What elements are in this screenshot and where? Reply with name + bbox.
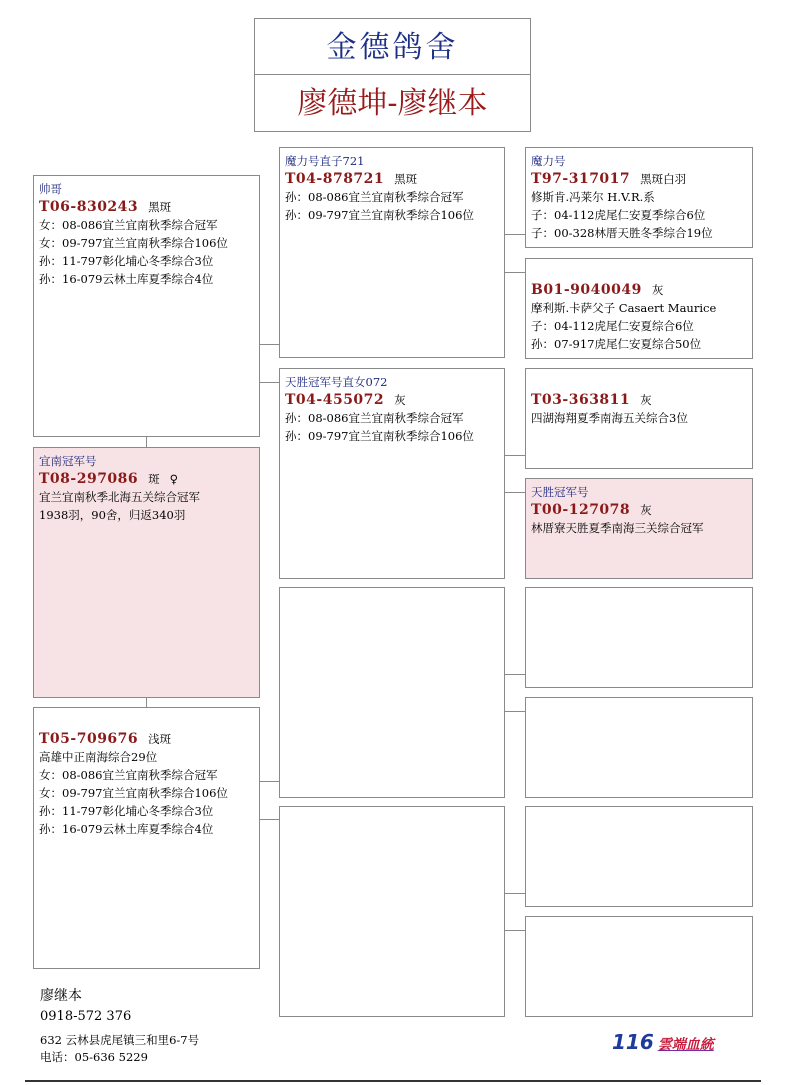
dam-sire-card bbox=[279, 587, 505, 798]
sdd-card bbox=[525, 478, 753, 579]
ss-ring: T04-878721 bbox=[285, 171, 385, 187]
sdd-name: 天胜冠军号 bbox=[531, 485, 589, 499]
connector bbox=[505, 234, 525, 235]
sds-line: 四湖海翔夏季南海五关综合3位 bbox=[531, 411, 688, 425]
ssd-line: 孙：07-917虎尾仁安夏综合50位 bbox=[531, 337, 702, 351]
sd-name: 天胜冠军号直女072 bbox=[285, 375, 388, 389]
sss-ring: T97-317017 bbox=[531, 171, 631, 187]
ddd-card bbox=[525, 916, 753, 1017]
owner-name: 廖继本 bbox=[40, 988, 82, 1004]
sss-line: 修斯肯.冯莱尔 H.V.R.系 bbox=[531, 190, 655, 204]
ssd-card bbox=[525, 258, 753, 359]
dam-line: 女：09-797宜兰宜南秋季综合106位 bbox=[39, 786, 228, 800]
sss-line: 子：00-328林厝天胜冬季综合19位 bbox=[531, 226, 713, 240]
sire-line: 女：09-797宜兰宜南秋季综合106位 bbox=[39, 236, 228, 250]
logo-number: 116 bbox=[612, 1030, 654, 1054]
sds-ring: T03-363811 bbox=[531, 392, 631, 408]
site-logo bbox=[612, 1030, 714, 1054]
subject-line: 宜兰宜南秋季北海五关综合冠军 bbox=[39, 490, 200, 504]
sire-color: 黑斑 bbox=[148, 200, 172, 214]
subject-line: 1938羽，90舍，归返340羽 bbox=[39, 508, 186, 522]
owner-phone: 0918-572 376 bbox=[40, 1009, 132, 1024]
connector bbox=[505, 674, 525, 675]
dss-card bbox=[525, 587, 753, 688]
ssd-color: 灰 bbox=[651, 283, 664, 297]
sdd-ring: T00-127078 bbox=[531, 502, 631, 518]
female-symbol: ♀ bbox=[169, 472, 179, 486]
sire-ring: T06-830243 bbox=[39, 199, 139, 215]
connector bbox=[505, 455, 525, 456]
connector bbox=[505, 930, 525, 931]
footer-divider bbox=[25, 1080, 761, 1082]
ssd-line: 子：04-112虎尾仁安夏综合6位 bbox=[531, 319, 694, 333]
sire-line: 孙：16-079云林土库夏季综合4位 bbox=[39, 272, 214, 286]
loft-title: 金德鸽舍 bbox=[254, 18, 531, 75]
sire-line: 孙：11-797彰化埔心冬季综合3位 bbox=[39, 254, 214, 268]
owner-address: 632 云林县虎尾镇三和里6-7号 bbox=[40, 1033, 200, 1047]
sss-name: 魔力号 bbox=[531, 154, 566, 168]
connector bbox=[505, 272, 525, 273]
dam-line: 高雄中正南海综合29位 bbox=[39, 750, 158, 764]
connector bbox=[260, 819, 279, 820]
sd-line: 孙：08-086宜兰宜南秋季综合冠军 bbox=[285, 411, 464, 425]
ss-line: 孙：09-797宜兰宜南秋季综合106位 bbox=[285, 208, 474, 222]
connector bbox=[260, 344, 279, 345]
connector bbox=[146, 437, 147, 447]
ss-name: 魔力号直子721 bbox=[285, 154, 365, 168]
dam-card bbox=[33, 707, 260, 969]
connector bbox=[146, 698, 147, 707]
dam-line: 孙：16-079云林土库夏季综合4位 bbox=[39, 822, 214, 836]
dam-dam-card bbox=[279, 806, 505, 1017]
dam-ring: T05-709676 bbox=[39, 731, 139, 747]
sss-color: 黑斑白羽 bbox=[640, 172, 687, 186]
subject-name: 宜南冠军号 bbox=[39, 454, 97, 468]
connector bbox=[505, 492, 525, 493]
sire-name: 帅哥 bbox=[39, 182, 62, 196]
sss-line: 子：04-112虎尾仁安夏季综合6位 bbox=[531, 208, 706, 222]
owner-tel: 电话：05-636 5229 bbox=[40, 1050, 148, 1064]
ssd-ring: B01-9040049 bbox=[531, 282, 642, 298]
sd-color: 灰 bbox=[394, 393, 406, 407]
dam-color: 浅斑 bbox=[148, 732, 172, 746]
sdd-line: 林厝寮天胜夏季南海三关综合冠军 bbox=[531, 521, 704, 535]
sire-line: 女：08-086宜兰宜南秋季综合冠军 bbox=[39, 218, 218, 232]
dsd-card bbox=[525, 697, 753, 798]
ss-line: 孙：08-086宜兰宜南秋季综合冠军 bbox=[285, 190, 464, 204]
subject-card bbox=[33, 447, 260, 698]
sire-dam-card bbox=[279, 368, 505, 579]
ssd-line: 摩利斯.卡萨父子 Casaert Maurice bbox=[531, 301, 717, 315]
sdd-color: 灰 bbox=[640, 503, 652, 517]
sss-card bbox=[525, 147, 753, 248]
sds-color: 灰 bbox=[640, 393, 652, 407]
owner-title: 廖德坤-廖继本 bbox=[254, 74, 531, 132]
dam-line: 孙：11-797彰化埔心冬季综合3位 bbox=[39, 804, 214, 818]
sire-card bbox=[33, 175, 260, 437]
sd-line: 孙：09-797宜兰宜南秋季综合106位 bbox=[285, 429, 474, 443]
connector bbox=[260, 781, 279, 782]
subject-color: 斑 bbox=[148, 472, 160, 486]
connector bbox=[260, 382, 279, 383]
connector bbox=[505, 893, 525, 894]
connector bbox=[505, 711, 525, 712]
subject-ring: T08-297086 bbox=[39, 471, 139, 487]
sd-ring: T04-455072 bbox=[285, 392, 385, 408]
dam-line: 女：08-086宜兰宜南秋季综合冠军 bbox=[39, 768, 218, 782]
sds-card bbox=[525, 368, 753, 469]
sire-sire-card bbox=[279, 147, 505, 358]
logo-text: 雲端血統 bbox=[657, 1037, 714, 1053]
dds-card bbox=[525, 806, 753, 907]
ss-color: 黑斑 bbox=[394, 172, 418, 186]
